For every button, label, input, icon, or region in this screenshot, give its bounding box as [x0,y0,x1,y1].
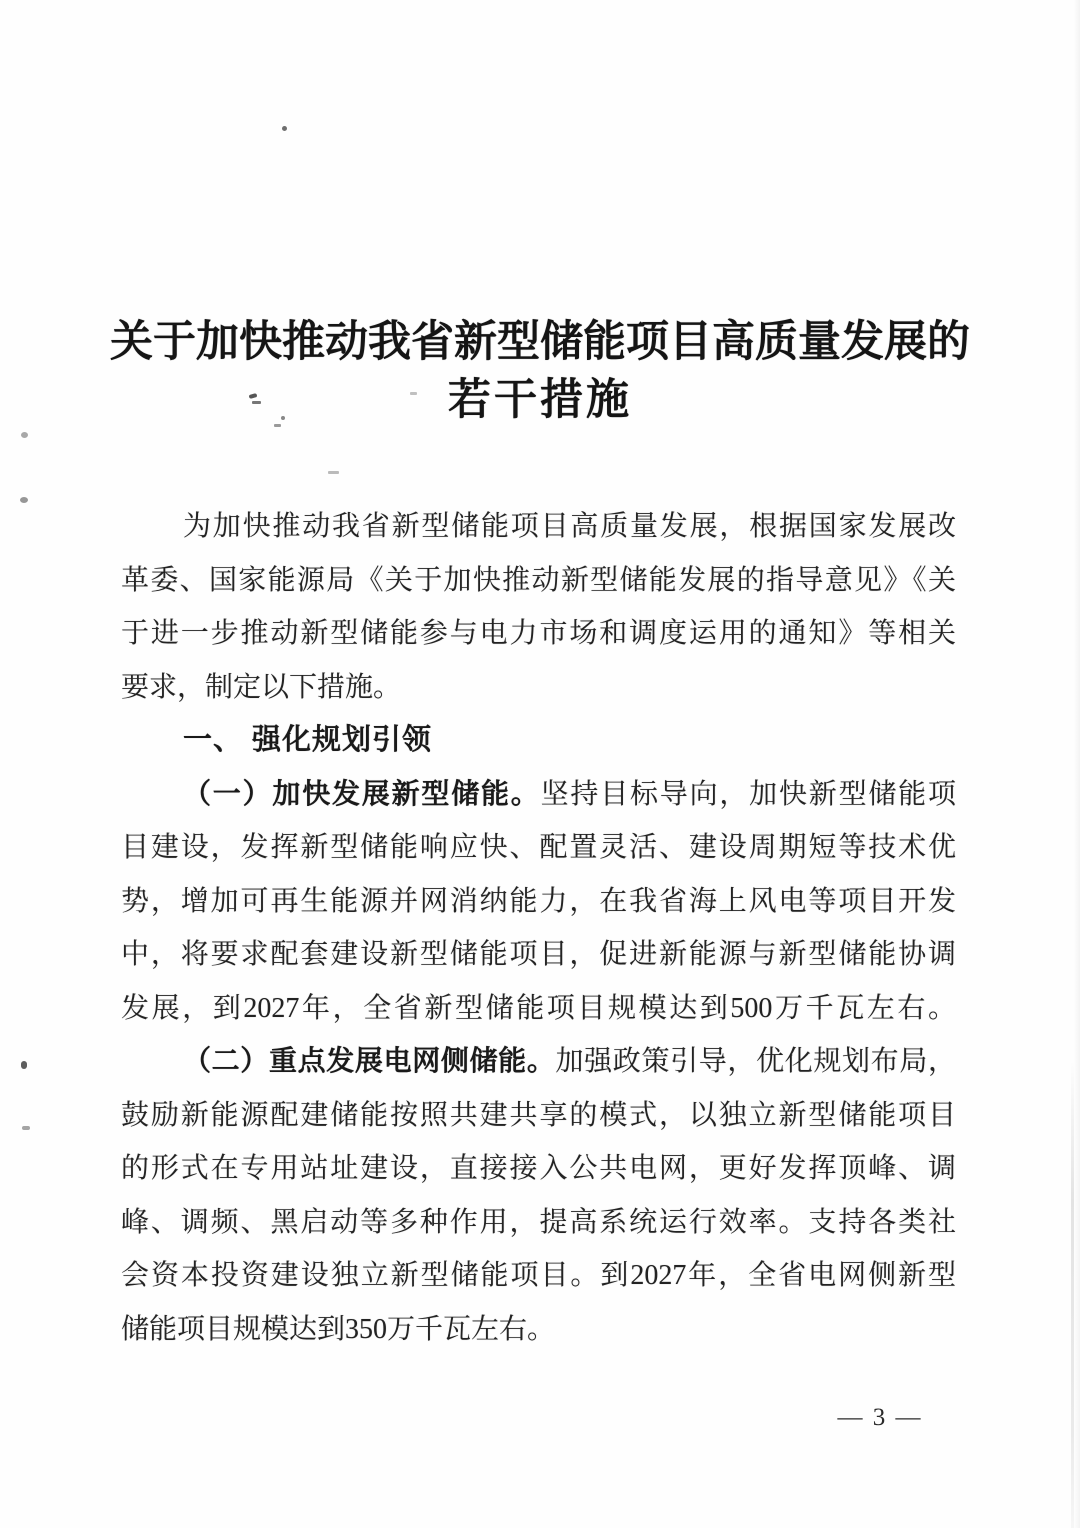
body-line [121,1303,956,1357]
body-line-text: 加强政策引导，优化规划布局， [555,1046,956,1077]
body-line-text: 目建设，发挥新型储能响应快、配置灵活、建设周期短等技术优 [121,832,956,863]
scan-speck [21,432,28,438]
scan-speck [410,392,417,395]
page-number: — 3 — [837,1404,923,1431]
scan-speck [22,1126,30,1130]
body-line-text: 坚持目标导向，加快新型储能项 [540,778,956,810]
scan-speck [274,424,281,427]
body-line-text: 鼓励新能源配建储能按照共建共享的模式，以独立新型储能项目 [121,1099,956,1131]
body-line [121,607,956,661]
document-title-line-1: 关于加快推动我省新型储能项目高质量发展的 [110,319,970,366]
scan-edge-gradient [1074,0,1080,1528]
body-line-text: 峰、调频、黑启动等多种作用，提高系统运行效率。支持各类社 [121,1206,956,1238]
body-line [121,661,956,715]
body-line-text: 的形式在专用站址建设，直接接入公共电网，更好发挥顶峰、调 [121,1153,956,1184]
scan-speck [21,1061,27,1069]
body-line [121,821,956,875]
body-line-text: 中，将要求配套建设新型储能项目，促进新能源与新型储能协调 [121,939,956,970]
body-line [121,1249,956,1303]
body-line [121,768,956,822]
body-line [121,554,956,608]
section-heading [121,714,956,768]
body-line [121,1196,956,1250]
body-line [121,1142,956,1196]
scan-speck [282,126,287,131]
paragraph-lead: （二）重点发展电网侧储能。 [183,1046,556,1077]
paragraph-lead: （一）加快发展新型储能。 [183,778,541,810]
body-line-text: 发展，到2027年，全省新型储能项目规模达到500万千瓦左右。 [121,992,956,1024]
body-line-text: 于进一步推动新型储能参与电力市场和调度运用的通知》等相关 [121,618,956,649]
body-line-text: 势，增加可再生能源并网消纳能力，在我省海上风电等项目开发 [121,885,956,917]
scan-speck [281,416,285,420]
scan-speck [252,401,261,404]
document-body [121,500,956,1356]
section-heading-text: 一、 强化规划引领 [183,724,433,756]
body-line-text: 为加快推动我省新型储能项目高质量发展，根据国家发展改 [183,511,956,542]
body-line-text: 储能项目规模达到350万千瓦左右。 [121,1313,556,1345]
document-title-line-2: 若干措施 [448,377,632,424]
body-line-text: 革委、国家能源局《关于加快推动新型储能发展的指导意见》《关 [121,564,956,596]
document-title [0,314,1080,430]
body-line-text: 会资本投资建设独立新型储能项目。到2027年，全省电网侧新型 [121,1260,956,1291]
body-line [121,500,956,554]
body-line [121,1089,956,1143]
scan-speck [328,471,339,474]
body-line-text: 要求，制定以下措施。 [121,671,402,703]
body-line [121,1035,956,1089]
body-line [121,928,956,982]
scan-speck [20,497,28,503]
body-line [121,875,956,929]
body-line [121,982,956,1036]
